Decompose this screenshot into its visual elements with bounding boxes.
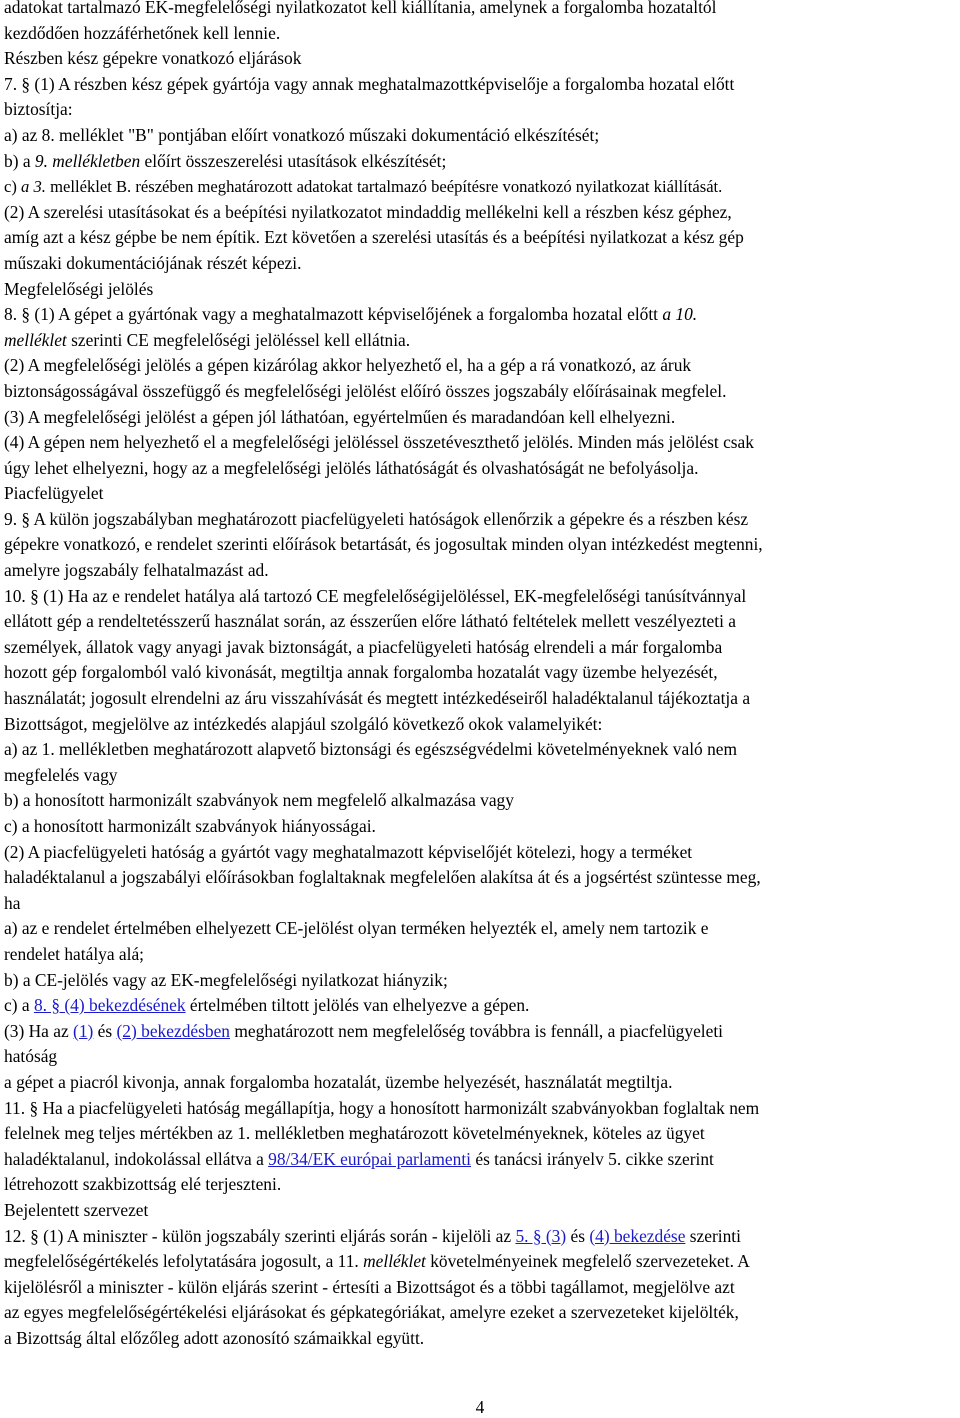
text-line: [4, 302, 952, 328]
text-segment: ellátott gép a rendeltetésszerű használat során, az ésszerűen előre látható feltételek mellett veszélyezteti a: [4, 611, 736, 632]
text-segment: megfelelőségértékelés lefolytatására jogosult, a 11.: [4, 1251, 364, 1272]
text-segment: személyek, állatok vagy anyagi javak biztonságát, a piacfelügyeleti hatóság elrendeli a már forgalomba: [4, 636, 723, 657]
text-line: [4, 277, 952, 303]
text-line: [4, 149, 952, 175]
text-segment: (2) A megfelelőségi jelölés a gépen kizárólag akkor helyezhető el, ha a gép a rá vonatkozó, az áruk: [4, 355, 692, 376]
text-line: [4, 993, 952, 1019]
text-line: [4, 660, 952, 686]
text-segment: létrehozott szakbizottság elé terjeszteni.: [4, 1174, 282, 1195]
text-segment: gépekre vonatkozó, e rendelet szerinti előírások betartását, és jogosultak minden olyan intézkedést megtenni,: [4, 534, 763, 555]
text-line: [4, 712, 952, 738]
text-line: [4, 532, 952, 558]
italic-text: a 10.: [662, 304, 698, 325]
text-line: [4, 251, 952, 277]
text-segment: (3) A megfelelőségi jelölést a gépen jól láthatóan, egyértelműen és maradandóan kell elhelyezni.: [4, 406, 676, 427]
italic-text: a 3.: [21, 177, 46, 197]
text-line: [4, 1275, 952, 1301]
text-segment: a) az e rendelet értelmében elhelyezett CE-jelölést olyan terméken helyezték el, amely nem tartozik e: [4, 918, 709, 939]
text-line: [4, 46, 952, 72]
text-segment: Megfelelőségi jelölés: [4, 278, 154, 299]
text-segment: szerinti: [685, 1225, 741, 1246]
text-segment: biztonságosságával összefüggő és megfelelőségi jelölést előíró összes jogszabály előírásainak megfelel.: [4, 380, 727, 401]
text-segment: úgy lehet elhelyezni, hogy az a megfelelőségi jelölés láthatóságát és olvashatóságát ne befolyásolja.: [4, 457, 699, 478]
text-segment: biztosítja:: [4, 99, 73, 120]
text-segment: kezdődően hozzáférhetőnek kell lennie.: [4, 22, 281, 43]
text-line: [4, 1172, 952, 1198]
text-line: [4, 97, 952, 123]
text-segment: haladéktalanul a jogszabályi előírásokban foglaltaknak megfelelően alakítsa át és a jogsértést szüntesse meg,: [4, 867, 761, 888]
text-segment: a) az 8. melléklet "B" pontjában előírt vonatkozó műszaki dokumentáció elkészítését;: [4, 124, 600, 145]
text-line: [4, 200, 952, 226]
text-segment: Bejelentett szervezet: [4, 1199, 149, 1220]
text-segment: b) a: [4, 150, 35, 171]
text-segment: adatokat tartalmazó EK-megfelelőségi nyilatkozatot kell kiállítania, amelynek a forgalomba hozataltól: [4, 0, 717, 17]
text-segment: melléklet B. részében meghatározott adatokat tartalmazó beépítésre vonatkozó nyilatkozat kiállítását.: [45, 177, 723, 197]
italic-text: melléklet: [4, 329, 67, 350]
text-segment: (2) A piacfelügyeleti hatóság a gyártót vagy meghatalmazott képviselőjét kötelezi, hogy a terméket: [4, 841, 693, 862]
text-segment: amelyre jogszabály felhatalmazást ad.: [4, 560, 269, 581]
text-line: [4, 1019, 952, 1045]
text-line: [4, 968, 952, 994]
reference-link[interactable]: (4) bekezdése: [589, 1225, 686, 1246]
text-line: [4, 123, 952, 149]
text-segment: szerinti CE megfelelőségi jelöléssel kell ellátnia.: [66, 329, 411, 350]
text-segment: b) a honosított harmonizált szabványok nem megfelelő alkalmazása vagy: [4, 790, 514, 811]
text-segment: a) az 1. mellékletben meghatározott alapvető biztonsági és egészségvédelmi követelményeknek való nem: [4, 739, 738, 760]
text-line: [4, 1121, 952, 1147]
text-line: [4, 1249, 952, 1275]
text-segment: kijelölésről a miniszter - külön eljárás szerint - értesíti a Bizottságot és a többi tagállamot, megjelölve azt: [4, 1276, 735, 1297]
text-line: [4, 558, 952, 584]
reference-link[interactable]: 8. § (4) bekezdésének: [33, 995, 186, 1016]
text-line: [4, 737, 952, 763]
text-segment: a gépet a piacról kivonja, annak forgalomba hozatalát, üzembe helyezését, használatát megtiltja.: [4, 1071, 673, 1092]
text-line: [4, 405, 952, 431]
text-segment: értelmében tiltott jelölés van elhelyezve a gépen.: [185, 995, 530, 1016]
text-segment: Részben kész gépekre vonatkozó eljárások: [4, 48, 302, 69]
text-line: [4, 225, 952, 251]
text-line: [4, 1224, 952, 1250]
text-segment: az egyes megfelelőségértékelési eljárásokat és gépkategóriákat, amelyre ezeket a szervezeteket kijelölték,: [4, 1302, 739, 1323]
text-line: [4, 686, 952, 712]
text-segment: (2) A szerelési utasításokat és a beépítési nyilatkozatot mindaddig mellékelni kell a részben kész géphez,: [4, 201, 732, 222]
text-segment: hozott gép forgalomból való kivonását, megtiltja annak forgalomba hozatalát vagy üzembe helyezését,: [4, 662, 718, 683]
text-segment: rendelet hatálya alá;: [4, 943, 145, 964]
text-segment: és: [566, 1225, 590, 1246]
text-line: [4, 609, 952, 635]
text-segment: c): [4, 177, 22, 197]
text-segment: 9. § A külön jogszabályban meghatározott piacfelügyeleti hatóságok ellenőrzik a gépekre és a részben kész: [4, 508, 749, 529]
reference-link[interactable]: (1): [73, 1020, 94, 1041]
text-line: [4, 430, 952, 456]
italic-text: 9. mellékletben: [34, 150, 141, 171]
text-segment: előírt összeszerelési utasítások elkészítését;: [140, 150, 447, 171]
text-line: [4, 0, 952, 21]
text-line: [4, 353, 952, 379]
text-segment: használatát; jogosult elrendelni az áru visszahívását és megtett intézkedéseiről haladéktalanul tájékoztatja a: [4, 688, 751, 709]
text-segment: amíg azt a kész gépbe be nem építik. Ezt követően a szerelési utasítás és a beépítési nyilatkozat a kész gép: [4, 227, 744, 248]
text-line: [4, 840, 952, 866]
text-line: [4, 916, 952, 942]
text-segment: c) a honosított harmonizált szabványok hiányosságai.: [4, 816, 376, 836]
text-segment: követelményeinek megfelelő szervezeteket. A: [425, 1251, 750, 1272]
text-line: [4, 1147, 952, 1173]
text-line: [4, 865, 952, 891]
text-line: [4, 1300, 952, 1326]
text-line: [4, 174, 952, 200]
text-segment: ha: [4, 892, 21, 913]
text-segment: meghatározott nem megfelelőség továbbra is fennáll, a piacfelügyeleti: [229, 1020, 724, 1041]
text-segment: Piacfelügyelet: [4, 483, 104, 504]
text-line: [4, 635, 952, 661]
text-line: [4, 507, 952, 533]
text-segment: 12. § (1) A miniszter - külön jogszabály szerinti eljárás során - kijelöli az: [4, 1225, 516, 1246]
text-line: [4, 814, 952, 840]
reference-link[interactable]: (2) bekezdésben: [116, 1020, 230, 1041]
text-segment: (4) A gépen nem helyezhető el a megfelelőségi jelöléssel összetéveszthető jelölés. Minden más jelölést csak: [4, 432, 754, 453]
text-line: [4, 891, 952, 917]
text-line: [4, 763, 952, 789]
text-segment: 10. § (1) Ha az e rendelet hatálya alá tartozó CE megfelelőségijelöléssel, EK-megfelelőségi tanúsítvánnyal: [4, 585, 747, 606]
text-line: [4, 456, 952, 482]
text-line: [4, 21, 952, 47]
text-line: [4, 1044, 952, 1070]
reference-link[interactable]: 98/34/EK európai parlamenti: [268, 1148, 471, 1169]
text-line: [4, 481, 952, 507]
text-segment: hatóság: [4, 1046, 58, 1067]
text-line: [4, 584, 952, 610]
text-line: [4, 328, 952, 354]
text-line: [4, 1198, 952, 1224]
text-segment: a Bizottság által előzőleg adott azonosító számaikkal együtt.: [4, 1327, 425, 1348]
text-line: [4, 1096, 952, 1122]
text-segment: (3) Ha az: [4, 1020, 74, 1041]
italic-text: melléklet: [363, 1251, 426, 1272]
reference-link[interactable]: 5. § (3): [515, 1225, 567, 1246]
text-segment: haladéktalanul, indokolással ellátva a: [4, 1148, 269, 1169]
text-segment: 11. § Ha a piacfelügyeleti hatóság megállapítja, hogy a honosított harmonizált szabványokban foglaltak nem: [4, 1097, 760, 1118]
page-number: 4: [475, 1397, 485, 1417]
text-segment: megfelelés vagy: [4, 764, 118, 785]
text-segment: 8. § (1) A gépet a gyártónak vagy a meghatalmazott képviselőjének a forgalomba hozatal előtt: [4, 304, 663, 325]
text-line: [4, 788, 952, 814]
text-segment: és tanácsi irányelv 5. cikke szerint: [471, 1148, 714, 1169]
text-segment: felelnek meg teljes mértékben az 1. mellékletben meghatározott követelményeknek, köteles az ügyet: [4, 1123, 705, 1144]
text-segment: 7. § (1) A részben kész gépek gyártója vagy annak meghatalmazottképviselője a forgalomba hozatal előtt: [4, 73, 735, 94]
text-segment: Bizottságot, megjelölve az intézkedés alapjául szolgáló következő okok valamelyikét:: [4, 713, 603, 734]
text-segment: műszaki dokumentációjának részét képezi.: [4, 252, 302, 273]
text-line: [4, 72, 952, 98]
text-segment: c) a: [4, 995, 34, 1016]
text-line: [4, 379, 952, 405]
text-line: [4, 1326, 952, 1352]
text-line: [4, 1070, 952, 1096]
text-line: [4, 942, 952, 968]
text-segment: b) a CE-jelölés vagy az EK-megfelelőségi nyilatkozat hiányzik;: [4, 969, 448, 990]
text-segment: és: [93, 1020, 117, 1041]
document-body: [4, 0, 952, 1351]
